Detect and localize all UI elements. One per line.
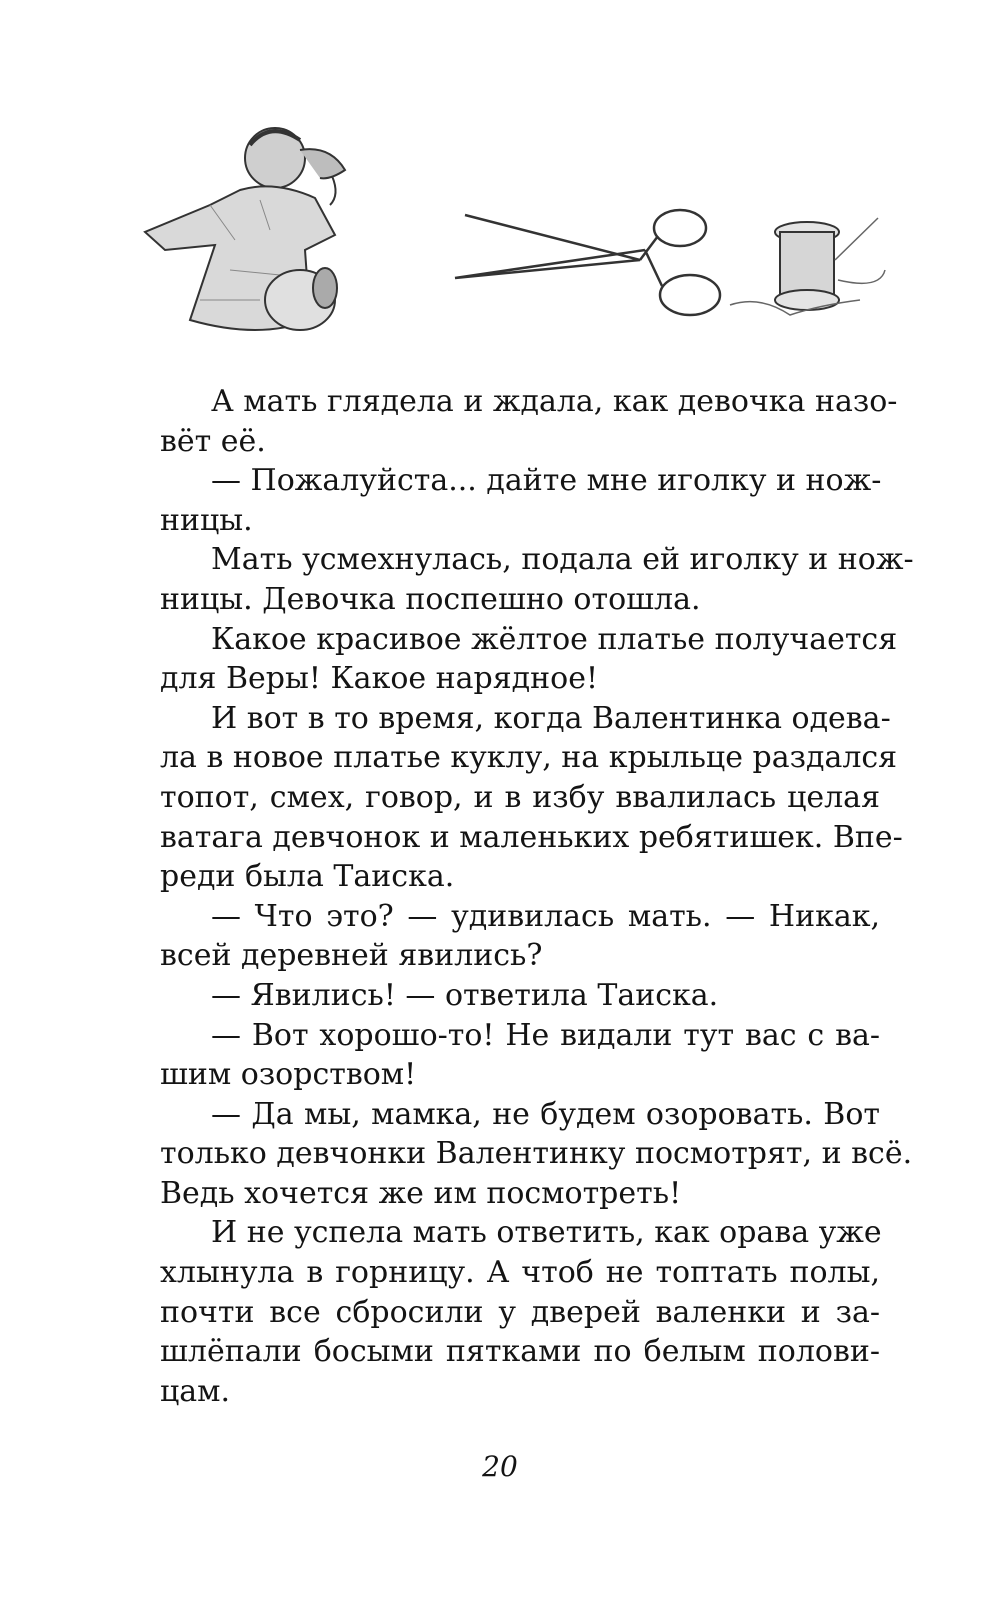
text-line: ватага девчонок и маленьких ребятишек. Впе- xyxy=(160,819,903,855)
text-line: — Явились! — ответила Таиска. xyxy=(211,977,719,1013)
text-line: только девчонки Валентинку посмотрят, и всё. xyxy=(160,1136,913,1172)
text-line: Ведь хочется же им посмотреть! xyxy=(160,1175,682,1211)
text-line: — Что это? — удивилась мать. — Никак, xyxy=(211,898,880,934)
text-line: ницы. xyxy=(160,502,253,538)
text-line: всей деревней явились? xyxy=(160,938,543,974)
thread-spool-icon xyxy=(730,218,885,315)
text-line: реди была Таиска. xyxy=(160,859,455,895)
text-line: шлёпали босыми пятками по белым полови- xyxy=(160,1334,880,1370)
text-line: А мать глядела и ждала, как девочка назо- xyxy=(211,384,898,419)
text-line: Мать усмехнулась, подала ей иголку и нож- xyxy=(211,542,914,578)
text-line: — Да мы, мамка, не будем озоровать. Вот xyxy=(211,1096,880,1132)
text-line: шим озорством! xyxy=(160,1057,417,1093)
doll-icon xyxy=(145,128,345,330)
scissors-icon xyxy=(455,210,720,315)
text-line: для Веры! Какое нарядное! xyxy=(160,661,599,697)
text-line: хлынула в горницу. А чтоб не топтать полы, xyxy=(160,1255,880,1291)
text-line: ницы. Девочка поспешно отошла. xyxy=(160,581,701,617)
text-line: вёт её. xyxy=(160,423,266,459)
text-line: цам. xyxy=(160,1373,231,1409)
text-line: ла в новое платье куклу, на крыльце раздался xyxy=(160,740,898,776)
page-text xyxy=(160,382,914,1411)
text-line: почти все сбросили у дверей валенки и за- xyxy=(160,1294,880,1330)
text-line: Какое красивое жёлтое платье получается xyxy=(211,621,898,657)
text-line: — Пожалуйста... дайте мне иголку и нож- xyxy=(211,463,882,499)
text-line: И не успела мать ответить, как орава уже xyxy=(211,1215,882,1251)
page-number: 20 xyxy=(482,1450,518,1483)
text-line: — Вот хорошо-то! Не видали тут вас с ва- xyxy=(211,1017,880,1053)
text-line: И вот в то время, когда Валентинка одева- xyxy=(211,700,891,736)
illustration xyxy=(0,0,1000,360)
text-line: топот, смех, говор, и в избу ввалилась целая xyxy=(160,779,880,815)
